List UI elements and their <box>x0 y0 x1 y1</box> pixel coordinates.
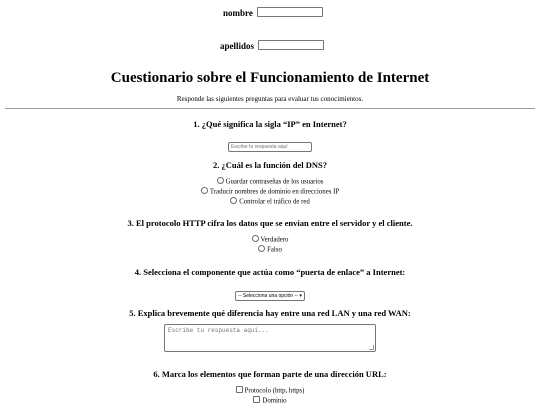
radio-icon[interactable] <box>258 245 265 252</box>
radio-icon[interactable] <box>252 235 259 242</box>
apellidos-label: apellidos <box>220 41 255 51</box>
page-subtitle: Responde las siguientes preguntas para evaluar tus conocimientos. <box>176 95 364 103</box>
checkbox-icon[interactable] <box>236 386 243 393</box>
question-6-option-1[interactable]: Protocolo (http, https) <box>0 386 540 396</box>
question-2-option-1[interactable]: Guardar contraseñas de los usuarios <box>0 177 540 187</box>
radio-icon[interactable] <box>230 197 237 204</box>
chevron-down-icon: ▾ <box>299 293 302 299</box>
question-2-option-3[interactable]: Controlar el tráfico de red <box>0 197 540 207</box>
checkbox-icon[interactable] <box>253 396 260 403</box>
page-title-wrap <box>0 70 540 87</box>
radio-icon[interactable] <box>217 177 224 184</box>
radio-icon[interactable] <box>201 187 208 194</box>
question-4-select-wrap <box>0 284 540 302</box>
question-1-input-wrap <box>0 135 540 153</box>
nombre-label: nombre <box>223 8 253 18</box>
question-3-option-true[interactable]: Verdadero <box>0 235 540 245</box>
question-4-label: 4. Selecciona el componente que actúa como “puerta de enlace” a Internet: <box>134 267 406 277</box>
question-1-label: 1. ¿Qué significa la sigla “IP” en Internet? <box>193 119 347 129</box>
question-5-textarea[interactable]: Escribe tu respuesta aquí... <box>164 324 376 352</box>
resize-handle-icon[interactable] <box>369 345 374 350</box>
nombre-row <box>223 3 323 21</box>
question-2-options <box>0 177 540 206</box>
question-3-options <box>0 235 540 255</box>
divider <box>5 108 535 109</box>
question-6-options <box>0 386 540 406</box>
question-5-label: 5. Explica brevemente qué diferencia hay entre una red LAN y una red WAN: <box>129 308 411 318</box>
apellidos-row <box>220 36 324 54</box>
nombre-input[interactable] <box>257 7 323 17</box>
question-6-label: 6. Marca los elementos que forman parte de una dirección URL: <box>153 369 387 379</box>
question-1-input[interactable]: Escribe tu respuesta aquí <box>228 142 312 152</box>
question-6-option-2[interactable]: Dominio <box>0 396 540 406</box>
question-3-option-false[interactable]: Falso <box>0 245 540 255</box>
question-2-option-2[interactable]: Traducir nombres de dominio en direcciones IP <box>0 187 540 197</box>
page-title: Cuestionario sobre el Funcionamiento de Internet <box>110 70 430 86</box>
question-3-label: 3. El protocolo HTTP cifra los datos que se envían entre el servidor y el cliente. <box>127 218 413 228</box>
question-2-label: 2. ¿Cuál es la función del DNS? <box>212 160 328 170</box>
apellidos-input[interactable] <box>258 40 324 50</box>
question-4-select[interactable]: -- Selecciona una opción -- ▾ <box>235 291 305 301</box>
